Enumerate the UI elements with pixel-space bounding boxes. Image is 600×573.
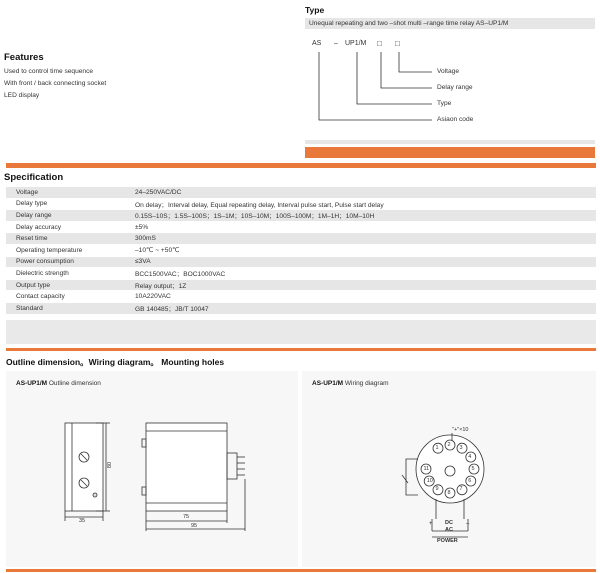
socket-pin-number: 3 xyxy=(459,444,463,451)
features-heading: Features xyxy=(4,52,44,63)
code-dash: – xyxy=(334,40,338,47)
socket-pin-number: 8 xyxy=(447,489,451,496)
spec-key: Standard xyxy=(6,302,123,314)
socket-pin-number: 7 xyxy=(459,486,463,493)
type-orange-bar xyxy=(305,147,595,158)
spec-value: 0.15S–10S；1.5S–100S；1S–1M；10S–10M；100S–100M；1M–1H；10M–10H xyxy=(123,210,596,222)
legend-asiaon-code: Asiaon code xyxy=(437,116,474,123)
dim-height: 80 xyxy=(107,461,114,469)
outline-dimension-panel xyxy=(6,371,298,567)
wiring-top-note: "+"×10 xyxy=(452,427,469,433)
spec-row xyxy=(6,244,596,256)
wiring-plus: + xyxy=(429,521,433,527)
spec-table xyxy=(6,187,596,315)
dim-front-width: 35 xyxy=(79,518,86,524)
socket-pin-number: 11 xyxy=(423,465,430,472)
dim-body-depth: 75 xyxy=(183,514,190,520)
spec-key: Contact capacity xyxy=(6,291,123,303)
outline-top-rule xyxy=(6,348,596,351)
spec-row xyxy=(6,187,596,198)
spec-key: Delay type xyxy=(6,198,123,210)
outline-panel-caption: Outline dimension xyxy=(48,380,101,387)
feature-item-3: LED display xyxy=(4,92,40,99)
spec-key: Output type xyxy=(6,279,123,291)
type-description: Unequal repeating and two –shot multi –range time relay AS–UP1/M xyxy=(309,20,509,27)
spec-value: BCC1500VAC；BOC1000VAC xyxy=(123,268,596,280)
socket-pin-number: 5 xyxy=(471,465,475,472)
spec-key: Voltage xyxy=(6,187,123,198)
spec-row xyxy=(6,302,596,314)
socket-pin-number: 6 xyxy=(468,477,472,484)
spec-key: Power consumption xyxy=(6,256,123,268)
wiring-ac-label: AC xyxy=(445,527,453,533)
spec-bottom-block xyxy=(6,320,596,344)
socket-pin-number: 1 xyxy=(435,444,439,451)
spec-row xyxy=(6,210,596,222)
bottom-rule xyxy=(6,569,596,572)
wiring-panel-caption: Wiring diagram xyxy=(344,380,389,387)
code-legend-lines xyxy=(300,45,440,130)
spec-row xyxy=(6,233,596,245)
outline-heading: Outline dimension。Wiring diagram。 Mounting holes xyxy=(6,357,225,367)
spec-row xyxy=(6,256,596,268)
socket-pin-number: 9 xyxy=(435,486,439,493)
spec-top-rule xyxy=(6,163,596,168)
type-description-bar xyxy=(305,18,595,29)
code-box-1: □ xyxy=(377,39,382,48)
spec-value: Relay output；1Z xyxy=(123,279,596,291)
dim-total-depth: 95 xyxy=(191,523,198,529)
spec-row xyxy=(6,268,596,280)
spec-key: Delay range xyxy=(6,210,123,222)
spec-value: GB 140485；JB/T 10047 xyxy=(123,302,596,314)
legend-delay-range: Delay range xyxy=(437,84,473,91)
socket-pin-number: 2 xyxy=(447,441,451,448)
legend-type: Type xyxy=(437,100,452,107)
spec-key: Reset time xyxy=(6,233,123,245)
wiring-diagram-panel xyxy=(302,371,596,567)
spec-row xyxy=(6,221,596,233)
spec-value: ±5% xyxy=(123,221,596,233)
spec-value: –10℃ ~ +50℃ xyxy=(123,244,596,256)
spec-value: 24–250VAC/DC xyxy=(123,187,596,198)
wiring-minus: – xyxy=(466,521,470,527)
spec-value: On delay；Interval delay, Equal repeating delay, Interval pulse start, Pulse start delay xyxy=(123,198,596,210)
code-model: UP1/M xyxy=(345,40,367,47)
code-box-2: □ xyxy=(395,39,400,48)
spec-value: 300mS xyxy=(123,233,596,245)
wiring-panel-model: AS-UP1/M xyxy=(312,380,344,387)
spec-value: ≤3VA xyxy=(123,256,596,268)
spec-key: Dielectric strength xyxy=(6,268,123,280)
spec-value: 10A220VAC xyxy=(123,291,596,303)
socket-pin-number: 10 xyxy=(426,477,433,484)
code-prefix: AS xyxy=(312,40,322,47)
spec-row xyxy=(6,279,596,291)
wiring-power-label: POWER xyxy=(437,538,458,544)
spec-key: Operating temperature xyxy=(6,244,123,256)
type-heading: Type xyxy=(305,5,325,15)
spec-row xyxy=(6,291,596,303)
outline-panel-model: AS-UP1/M xyxy=(16,380,48,387)
legend-voltage: Voltage xyxy=(437,68,459,75)
socket-pin-number: 4 xyxy=(468,453,472,460)
spec-key: Delay accuracy xyxy=(6,221,123,233)
spec-row xyxy=(6,198,596,210)
outline-dimension-drawing xyxy=(6,371,298,567)
spec-heading: Specification xyxy=(4,172,64,183)
feature-item-2: With front / back connecting socket xyxy=(4,80,107,87)
type-gray-strip xyxy=(305,140,595,144)
wiring-dc-label: DC xyxy=(445,520,453,526)
feature-item-1: Used to control time sequence xyxy=(4,68,94,75)
